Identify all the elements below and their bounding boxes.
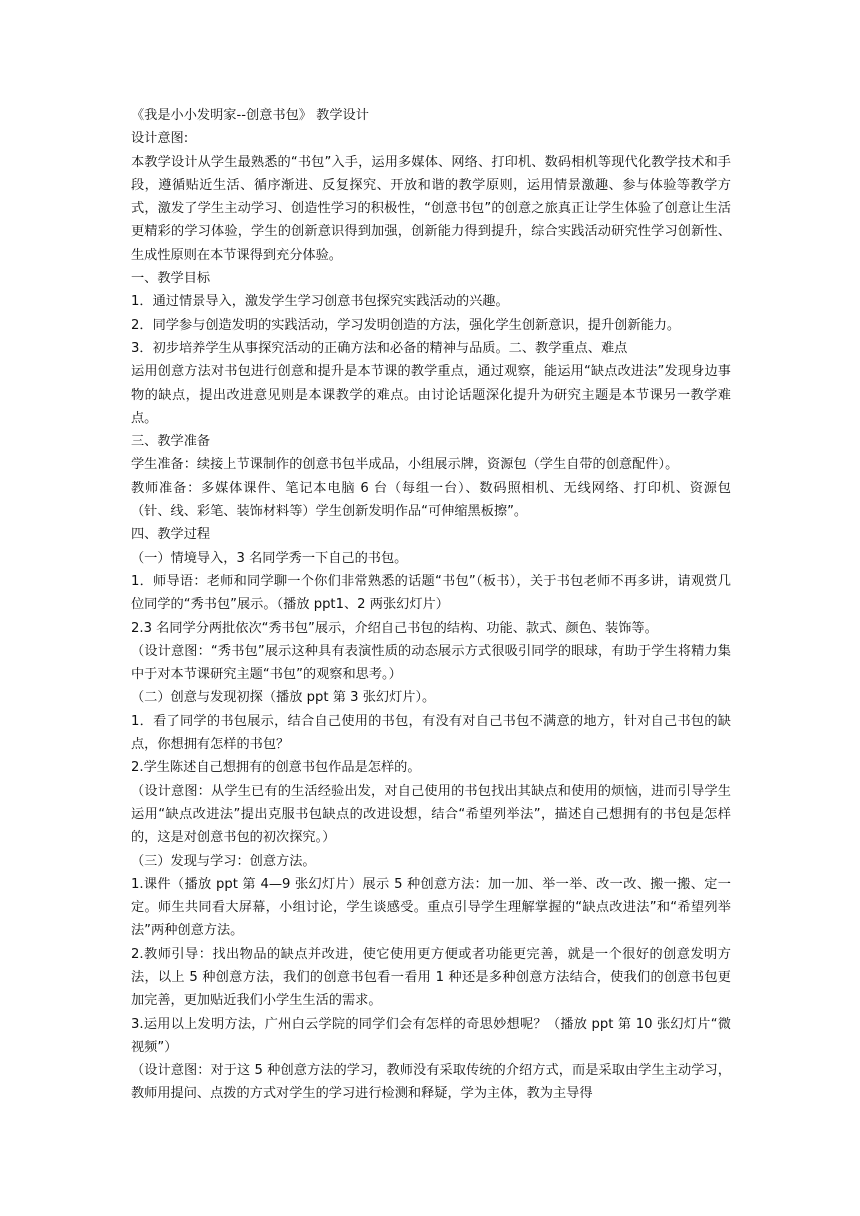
goal-item-2: 2．同学参与创造发明的实践活动，学习发明创造的方法，强化学生创新意识，提升创新能力。 — [131, 317, 681, 333]
document-page — [131, 104, 731, 1106]
part-2-item-1: 1．看了同学的书包展示，结合自己使用的书包，有没有对自己书包不满意的地方，针对自己书包的缺点，你想拥有怎样的书包？ — [131, 713, 731, 753]
document-title: 《我是小小发明家--创意书包》 教学设计 — [131, 108, 369, 123]
part-3-item-2: 2.教师引导：找出物品的缺点并改进，使它使用更方便或者功能更完善，就是一个很好的创意发明方法，以上 5 种创意方法，我们的创意书包看一看用 1 种还是多种创意方法结合，使我们的创意书包更加完善，更加贴近我们小学生生活的需求。 — [131, 946, 731, 1009]
part-1-item-2: 2.3 名同学分两批依次“秀书包”展示，介绍自己书包的结构、功能、款式、颜色、装饰等。 — [131, 620, 658, 636]
section-heading-goals: 一、教学目标 — [131, 271, 211, 287]
part-2-item-2: 2.学生陈述自己想拥有的创意书包作品是怎样的。 — [131, 760, 421, 776]
part-1-design-note: （设计意图：“秀书包”展示这种具有表演性质的动态展示方式很吸引同学的眼球，有助于学生将精力集中于对本节课研究主题“书包”的观察和思考。） — [131, 643, 731, 683]
design-intent-heading: 设计意图: — [131, 131, 189, 147]
key-points-paragraph: 运用创意方法对书包进行创意和提升是本节课的教学重点，通过观察，能运用“缺点改进法”发现身边事物的缺点，提出改进意见则是本课教学的难点。由讨论话题深化提升为研究主题是本节课另一教学难点。 — [131, 364, 731, 426]
part-2-heading: （二）创意与发现初探（播放 ppt 第 3 张幻灯片）。 — [131, 690, 436, 706]
section-heading-preparation: 三、教学准备 — [131, 434, 211, 450]
part-1-item-1: 1．师导语：老师和同学聊一个你们非常熟悉的话题“书包”（板书），关于书包老师不再多讲，请观赏几位同学的“秀书包”展示。（播放 ppt1、2 两张幻灯片） — [131, 573, 731, 613]
student-preparation: 学生准备：续接上节课制作的创意书包半成品，小组展示牌，资源包（学生自带的创意配件）。 — [131, 457, 679, 473]
part-3-item-1: 1.课件（播放 ppt 第 4—9 张幻灯片）展示 5 种创意方法：加一加、举一举、改一改、搬一搬、定一定。师生共同看大屏幕，小组讨论，学生谈感受。重点引导学生理解掌握的“缺点改进法”和“希望列举法”两种创意方法。 — [131, 876, 731, 939]
teacher-preparation: 教师准备：多媒体课件、笔记本电脑 6 台（每组一台）、数码照相机、无线网络、打印机、资源包（针、线、彩笔、装饰材料等）学生创新发明作品“可伸缩黑板擦”。 — [131, 480, 731, 520]
part-3-design-note: （设计意图：对于这 5 种创意方法的学习，教师没有采取传统的介绍方式，而是采取由学生主动学习，教师用提问、点拨的方式对学生的学习进行检测和释疑，学为主体，教为主导得 — [131, 1063, 731, 1102]
part-2-design-note: （设计意图：从学生已有的生活经验出发，对自己使用的书包找出其缺点和使用的烦恼，进而引导学生运用“缺点改进法”提出克服书包缺点的改进设想，结合“希望列举法”，描述自己想拥有的书包是怎样的，这是对创意书包的初次探究。） — [131, 783, 731, 846]
part-1-heading: （一）情境导入，3 名同学秀一下自己的书包。 — [131, 550, 408, 566]
section-heading-process: 四、教学过程 — [131, 527, 211, 543]
goal-item-1: 1．通过情景导入，激发学生学习创意书包探究实践活动的兴趣。 — [131, 294, 509, 310]
part-3-item-3: 3.运用以上发明方法，广州白云学院的同学们会有怎样的奇思妙想呢？（播放 ppt 第 10 张幻灯片“微视频”） — [131, 1016, 731, 1055]
design-intent-paragraph: 本教学设计从学生最熟悉的“书包”入手，运用多媒体、网络、打印机、数码相机等现代化教学技术和手段，遵循贴近生活、循序渐进、反复探究、开放和谐的教学原则，运用情景激趣、参与体验等教学方式，激发了学生主动学习、创造性学习的积极性，“创意书包”的创意之旅真正让学生体验了创意让生活更精彩的学习体验，学生的创新意识得到加强，创新能力得到提升，综合实践活动研究性学习创新性、生成性原则在本节课得到充分体验。 — [131, 154, 731, 263]
goal-item-3: 3．初步培养学生从事探究活动的正确方法和必备的精神与品质。二、教学重点、难点 — [131, 340, 628, 356]
part-3-heading: （三）发现与学习：创意方法。 — [131, 853, 316, 869]
